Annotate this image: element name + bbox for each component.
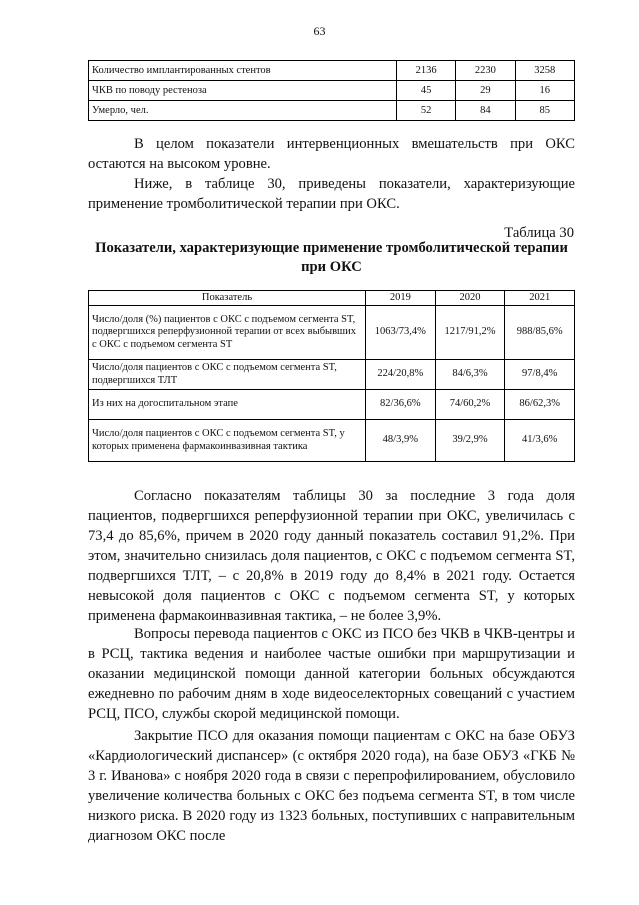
table-cell: 2230 bbox=[456, 61, 515, 81]
paragraph: Согласно показателям таблицы 30 за последние 3 года доля пациентов, подвергшихся реперфузионной терапии при ОКС, увеличилась с 73,4 до 85,6%, причем в 2020 году данный показатель составил 91,2%. При этом, значительно снизилась доля пациентов, с ОКС с подъемом сегмента ST, подвергшихся ТЛТ, – с 20,8% в 2019 году до 8,4% в 2021 году. Остается невысокой доля пациентов с ОКС с подъемом сегмента ST, у которых применена фармакоинвазивная тактика, – не более 3,9%. bbox=[88, 488, 575, 624]
table-number: Таблица 30 bbox=[504, 225, 574, 241]
table-cell: Число/доля пациентов с ОКС с подъемом сегмента ST, подвергшихся ТЛТ bbox=[89, 360, 366, 390]
table-header-row bbox=[89, 291, 575, 306]
table-header: 2021 bbox=[505, 291, 575, 306]
table-header: 2020 bbox=[435, 291, 505, 306]
stent-table bbox=[88, 60, 575, 121]
table-cell: 97/8,4% bbox=[505, 360, 575, 390]
page-number: 63 bbox=[313, 24, 326, 38]
table-cell: 84/6,3% bbox=[435, 360, 505, 390]
paragraph: Ниже, в таблице 30, приведены показатели, характеризующие применение тромболитической терапии при ОКС. bbox=[88, 176, 575, 212]
table-cell: Количество имплантированных стентов bbox=[89, 61, 397, 81]
paragraph: Вопросы перевода пациентов с ОКС из ПСО без ЧКВ в ЧКВ-центры и в РСЦ, тактика ведения и наиболее частые ошибки при маршрутизации и оказании медицинской помощи данной категории больных обсуждаются ежедневно по рабочим дням в ходе видеоселекторных совещаний с участием РСЦ, ПСО, службы скорой медицинской помощи. bbox=[88, 626, 575, 722]
table-cell: 29 bbox=[456, 81, 515, 101]
table-cell: 86/62,3% bbox=[505, 390, 575, 420]
table-cell: 1217/91,2% bbox=[435, 306, 505, 360]
table-cell: 2136 bbox=[396, 61, 455, 81]
table-row bbox=[89, 101, 575, 121]
table-cell: 41/3,6% bbox=[505, 420, 575, 462]
thrombolysis-table bbox=[88, 290, 575, 462]
table-cell: 39/2,9% bbox=[435, 420, 505, 462]
table-header: 2019 bbox=[365, 291, 435, 306]
table-title: Показатели, характеризующие применение тромболитической терапии при ОКС bbox=[95, 240, 568, 275]
table-cell: 45 bbox=[396, 81, 455, 101]
table-row bbox=[89, 360, 575, 390]
table-cell: 84 bbox=[456, 101, 515, 121]
table-row bbox=[89, 390, 575, 420]
table-cell: 16 bbox=[515, 81, 574, 101]
table-cell: 82/36,6% bbox=[365, 390, 435, 420]
table-cell: 3258 bbox=[515, 61, 574, 81]
paragraph: Закрытие ПСО для оказания помощи пациентам с ОКС на базе ОБУЗ «Кардиологический диспансер» (с октября 2020 года), на базе ОБУЗ «ГКБ № 3 г. Иванова» с ноября 2020 года в связи с перепрофилированием, обусловило увеличение количества больных с ОКС без подъема сегмента ST, в том числе низкого риска. В 2020 году из 1323 больных, поступивших с направительным диагнозом ОКС после bbox=[88, 728, 575, 844]
table-cell: 85 bbox=[515, 101, 574, 121]
table-cell: ЧКВ по поводу рестеноза bbox=[89, 81, 397, 101]
table-cell: 52 bbox=[396, 101, 455, 121]
table-cell: 74/60,2% bbox=[435, 390, 505, 420]
table-cell: 224/20,8% bbox=[365, 360, 435, 390]
table-cell: Умерло, чел. bbox=[89, 101, 397, 121]
table-row bbox=[89, 420, 575, 462]
table-cell: 48/3,9% bbox=[365, 420, 435, 462]
table-cell: Число/доля пациентов с ОКС с подъемом сегмента ST, у которых применена фармакоинвазивная тактика bbox=[89, 420, 366, 462]
table-row bbox=[89, 61, 575, 81]
table-row bbox=[89, 306, 575, 360]
table-cell: Число/доля (%) пациентов с ОКС с подъемом сегмента ST, подвергшихся реперфузионной терапии от всех выбывших с ОКС с подъемом сегмента ST bbox=[89, 306, 366, 360]
table-row bbox=[89, 81, 575, 101]
paragraph: В целом показатели интервенционных вмешательств при ОКС остаются на высоком уровне. bbox=[88, 136, 575, 172]
table-cell: 1063/73,4% bbox=[365, 306, 435, 360]
table-cell: 988/85,6% bbox=[505, 306, 575, 360]
table-header: Показатель bbox=[89, 291, 366, 306]
table-cell: Из них на догоспитальном этапе bbox=[89, 390, 366, 420]
